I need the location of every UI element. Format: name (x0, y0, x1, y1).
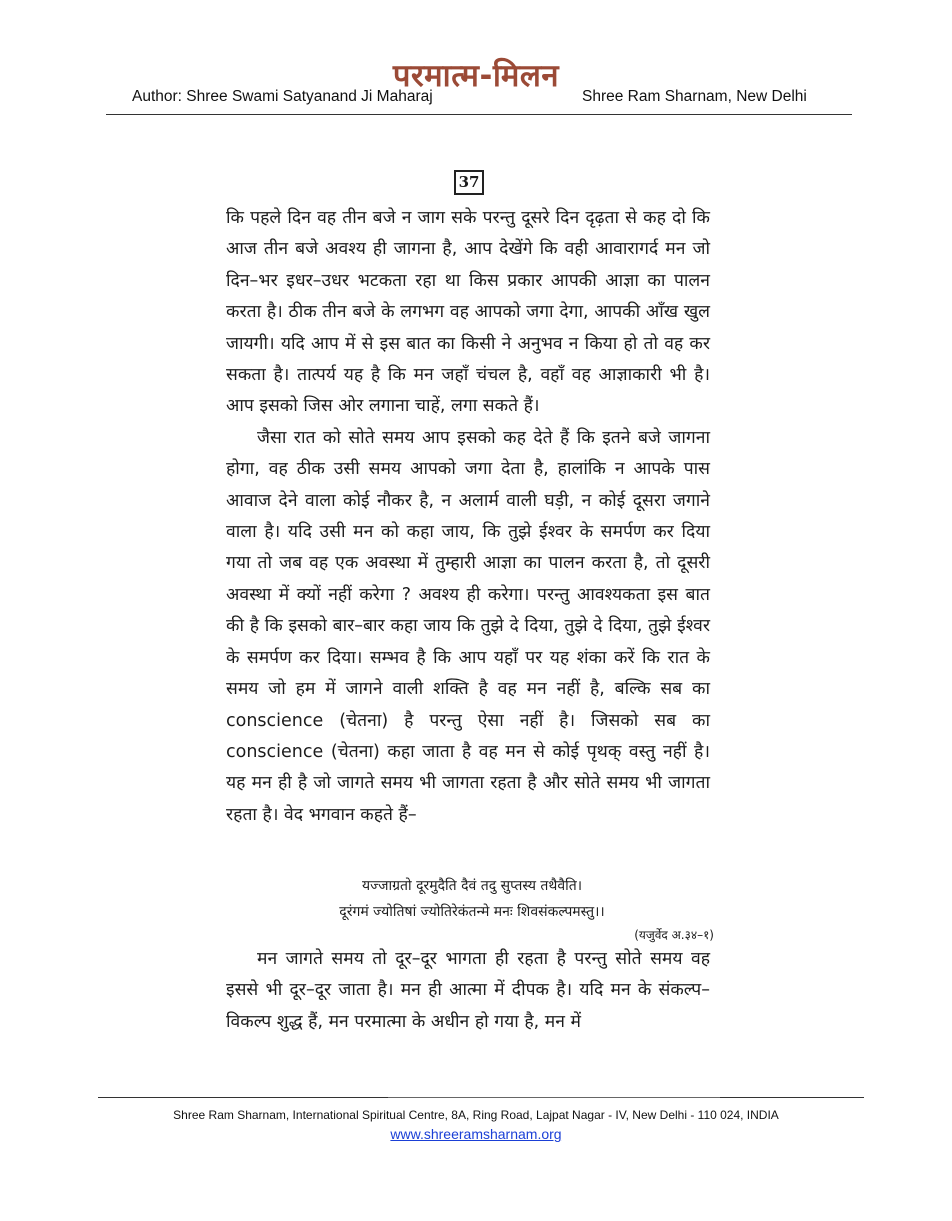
footer-divider-right (720, 1097, 864, 1098)
shloka-line-1: यज्जाग्रतो दूरमुदैति दैवं तदु सुप्तस्य तथैवैति। (361, 878, 583, 894)
footer-address: Shree Ram Sharnam, International Spiritual Centre, 8A, Ring Road, Lajpat Nagar - IV, New Delhi - 110 024, INDIA (173, 1108, 779, 1122)
website-link[interactable]: www.shreeramsharnam.org (390, 1126, 562, 1142)
publisher-line: Shree Ram Sharnam, New Delhi (582, 88, 807, 105)
paragraph-1: कि पहले दिन वह तीन बजे न जाग सके परन्तु दूसरे दिन दृढ़ता से कह दो कि आज तीन बजे अवश्य ही जागना है, आप देखेंगे कि वही आवारागर्द मन जो दिन–भर इधर–उधर भटकता रहा था किस प्रकार आपकी आज्ञा का पालन करता है। ठीक तीन बजे के लगभग वह आपको जगा देगा, आपकी आँख खुल जायगी। यदि आप में से इस बात का किसी ने अनुभव न किया हो तो वह कर सकता है। तात्पर्य यह है कि मन जहाँ चंचल है, वहाँ वह आज्ञाकारी भी है। आप इसको जिस ओर लगाना चाहें, लगा सकते हैं। (226, 208, 710, 417)
shloka-line-2: दूरंगमं ज्योतिषां ज्योतिरेकंतन्मे मनः शिवसंकल्पमस्तु।। (339, 904, 605, 920)
paragraph-2: जैसा रात को सोते समय आप इसको कह देते हैं कि इतने बजे जागना होगा, वह ठीक उसी समय आपको जगा देता है, हालांकि न आपके पास आवाज देने वाला कोई नौकर है, न अलार्म वाली घड़ी, न कोई दूसरा जगाने वाला है। यदि उसी मन को कहा जाय, कि तुझे ईश्वर के समर्पण कर दिया गया तो जब वह एक अवस्था में तुम्हारी आज्ञा का पालन करता है, तो दूसरी अवस्था में क्यों नहीं करेगा ? अवश्य ही करेगा। परन्तु आवश्यकता इस बात की है कि इसको बार–बार कहा जाय कि तुझे दे दिया, तुझे दे दिया, तुझे ईश्वर के समर्पण कर दिया। सम्भव है कि आप यहाँ पर यह शंका करें कि रात के समय जो हम में जागने वाली शक्ति है वह मन नहीं है, बल्कि सब का conscience (चेतना) है परन्तु ऐसा नहीं है। जिसको सब का conscience (चेतना) कहा जाता है वह मन से कोई पृथक् वस्तु नहीं है। यह मन ही है जो जागते समय भी जागता रहता है और सोते समय भी जागता रहता है। वेद भगवान कहते हैं– (226, 427, 710, 825)
shloka-reference: (यजुर्वेद अ.३४–१) (634, 928, 714, 942)
page-number: 37 (454, 170, 484, 195)
paragraph-3: मन जागते समय तो दूर–दूर भागता ही रहता है परन्तु सोते समय वह इससे भी दूर–दूर जाता है। मन ही आत्मा में दीपक है। यदि मन के संकल्प–विकल्प शुद्ध हैं, मन परमात्मा के अधीन हो गया है, मन में (226, 949, 710, 1032)
body-text-top (226, 203, 710, 831)
footer-divider-middle (388, 1097, 720, 1098)
header-divider (106, 114, 852, 115)
author-line: Author: Shree Swami Satyanand Ji Maharaj (132, 88, 433, 105)
footer-divider-left (98, 1097, 388, 1098)
page-title: परमात्म-मिलन (392, 58, 560, 94)
body-text-bottom (226, 944, 710, 1038)
